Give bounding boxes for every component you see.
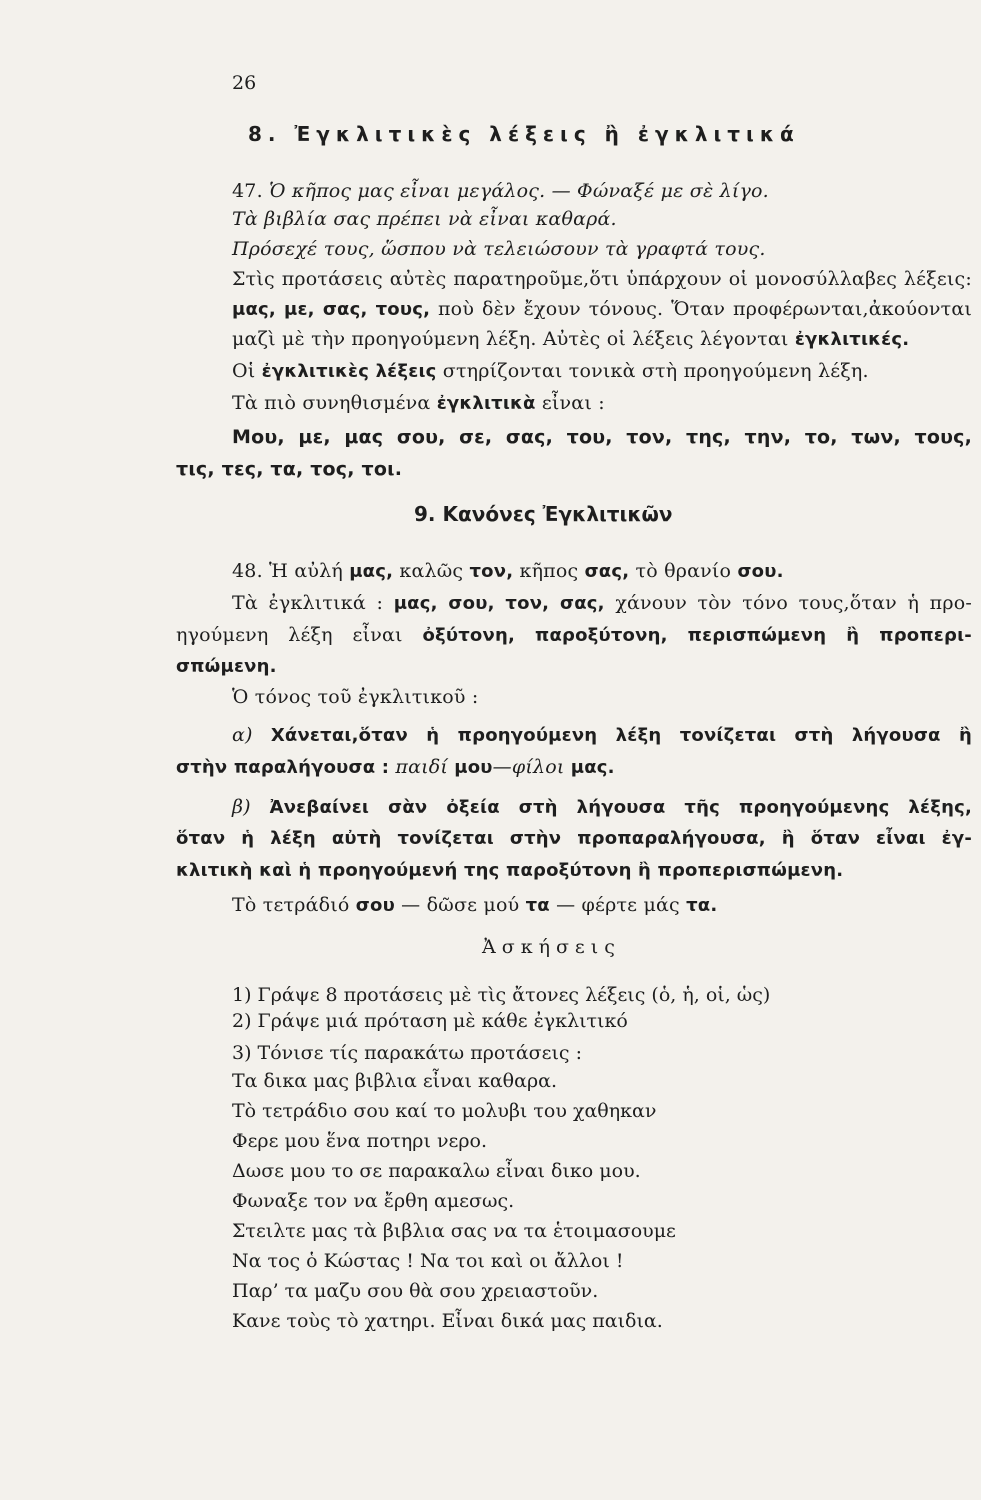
exercise-sentence: Φωναξε τον να ἔρθη αμεσως. bbox=[232, 1190, 515, 1212]
text-run: μαζὶ μὲ τὴν προηγούμενη λέξη. Αὐτὲς οἱ λέξεις λέγονται bbox=[232, 328, 795, 350]
bold-word: μας, bbox=[349, 561, 394, 582]
text-run: — δῶσε μού bbox=[394, 894, 526, 916]
rule-b-label: β) bbox=[232, 796, 251, 818]
text-run: εἶναι : bbox=[535, 392, 605, 414]
example: —φίλοι bbox=[492, 756, 571, 778]
rule-b-line-1 bbox=[232, 794, 972, 821]
para-47-line-8 bbox=[232, 390, 605, 417]
bold-word: τα bbox=[525, 895, 550, 916]
section-9-title: 9. Κανόνες Ἐγκλιτικῶν bbox=[414, 502, 673, 526]
bold-words: ὀξύτονη, παροξύτονη, περισπώμενη ἢ προπερι- bbox=[422, 625, 972, 646]
bold-word: σου bbox=[355, 895, 395, 916]
rule-a-label: α) bbox=[232, 724, 253, 746]
para-48-line-1 bbox=[232, 558, 784, 585]
para-48-line-5: Ὁ τόνος τοῦ ἐγκλιτικοῦ : bbox=[232, 686, 479, 708]
para-47-line-5 bbox=[232, 296, 972, 323]
exercise-sentence: Δωσε μου το σε παρακαλω εἶναι δικο μου. bbox=[232, 1160, 641, 1182]
section-8-title: 8. Ἐγκλιτικὲς λέξεις ἢ ἐγκλιτικά bbox=[248, 122, 800, 146]
bold-word: μας. bbox=[570, 757, 615, 778]
para-47-line-6 bbox=[232, 326, 909, 353]
text-run: Οἱ bbox=[232, 360, 262, 382]
rule-b-example bbox=[232, 892, 717, 919]
enclitic-list-line-1: Μου, με, μας σου, σε, σας, του, τον, της, την, το, των, τους, bbox=[232, 426, 972, 448]
exercise-sentence: Φερε μου ἕνα ποτηρι νερο. bbox=[232, 1130, 487, 1152]
text-run: κῆπος bbox=[513, 560, 585, 582]
para-48-line-3 bbox=[176, 622, 972, 649]
rule-b-text: Ἀνεβαίνει σὰν ὀξεία στὴ λήγουσα τῆς προηγούμενης λέξης, bbox=[269, 797, 972, 818]
exercise-sentence: Παρ’ τα μαζυ σου θὰ σου χρειαστοῦν. bbox=[232, 1280, 599, 1302]
text-run: Τὰ ἐγκλιτικά : bbox=[232, 592, 394, 614]
para-48-line-4: σπώμενη. bbox=[176, 656, 277, 677]
text-run: — φέρτε μάς bbox=[549, 894, 687, 916]
bold-word: μου bbox=[454, 757, 493, 778]
text-run: τὸ θρανίο bbox=[629, 560, 738, 582]
para-47-line-3: Πρόσεχέ τους, ὥσπου νὰ τελειώσουν τὰ γραφτά τους. bbox=[232, 238, 766, 260]
bold-words: μας, σου, τον, σας, bbox=[393, 593, 605, 614]
enclitic-list-line-2: τις, τες, τα, τος, τοι. bbox=[176, 458, 403, 480]
bold-words: στὴν παραλήγουσα : bbox=[176, 757, 390, 778]
exercise-item-2: 2) Γράψε μιά πρόταση μὲ κάθε ἐγκλιτικό bbox=[232, 1010, 628, 1032]
rule-a-line-2 bbox=[176, 754, 615, 781]
exercise-item-3: 3) Τόνισε τίς παρακάτω προτάσεις : bbox=[232, 1042, 582, 1064]
rule-a-line-1 bbox=[232, 722, 972, 749]
bold-words: μας, με, σας, τους, bbox=[232, 299, 431, 320]
para-47-line-1 bbox=[232, 178, 769, 204]
para-47-number: 47. bbox=[232, 180, 263, 202]
exercise-sentence: Να τος ὁ Κώστας ! Να τοι καὶ οι ἄλλοι ! bbox=[232, 1250, 624, 1272]
exercises-title: Ἀσκήσεις bbox=[482, 936, 621, 958]
example: παιδί bbox=[389, 756, 455, 778]
para-47-line-4: Στὶς προτάσεις αὐτὲς παρατηροῦμε,ὅτι ὑπάρχουν οἱ μονοσύλλαβες λέξεις: bbox=[232, 268, 972, 290]
bold-term: ἐγκλιτικὲς λέξεις bbox=[261, 361, 437, 382]
text-run: ποὺ δὲν ἔχουν τόνους. Ὅταν προφέρωνται,ἀκούονται bbox=[430, 298, 972, 320]
text-run: ηγούμενη λέξη εἶναι bbox=[176, 624, 423, 646]
text-run: 48. Ἡ αὐλή bbox=[232, 560, 350, 582]
bold-term: ἐγκλιτικὰ bbox=[436, 393, 536, 414]
rule-a-text: Χάνεται,ὅταν ἡ προηγούμενη λέξη τονίζεται στὴ λήγουσα ἢ bbox=[270, 725, 972, 746]
text-run: Τὸ τετράδιό bbox=[232, 894, 356, 916]
page-number: 26 bbox=[232, 72, 257, 94]
rule-b-line-3: κλιτικὴ καὶ ἡ προηγούμενή της παροξύτονη ἢ προπερισπώμενη. bbox=[176, 860, 844, 881]
bold-word: σου. bbox=[737, 561, 784, 582]
text-run: στηρίζονται τονικὰ στὴ προηγούμενη λέξη. bbox=[436, 360, 869, 382]
text-run: χάνουν τὸν τόνο τους,ὅταν ἡ προ- bbox=[604, 592, 972, 614]
para-47-line-7 bbox=[232, 358, 869, 385]
text-run: Τὰ πιὸ συνηθισμένα bbox=[232, 392, 437, 414]
exercise-sentence: Στειλτε μας τὰ βιβλια σας να τα ἑτοιμασουμε bbox=[232, 1220, 676, 1242]
bold-term: ἐγκλιτικές. bbox=[794, 329, 910, 350]
example-sentence: Ὁ κῆπος μας εἶναι μεγάλος. — Φώναξέ με σὲ λίγο. bbox=[269, 180, 769, 202]
exercise-sentence: Τὸ τετράδιο σου καί το μολυβι του χαθηκαν bbox=[232, 1100, 657, 1122]
para-47-line-2: Τὰ βιβλία σας πρέπει νὰ εἶναι καθαρά. bbox=[232, 208, 617, 230]
text-run: καλῶς bbox=[393, 560, 470, 582]
bold-word: σας, bbox=[584, 561, 630, 582]
rule-b-line-2: ὅταν ἡ λέξη αὐτὴ τονίζεται στὴν προπαραλήγουσα, ἢ ὅταν εἶναι ἐγ- bbox=[176, 828, 972, 849]
exercise-sentence: Τα δικα μας βιβλια εἶναι καθαρα. bbox=[232, 1070, 557, 1092]
exercise-item-1: 1) Γράψε 8 προτάσεις μὲ τὶς ἄτονες λέξεις (ὁ, ἡ, οἱ, ὡς) bbox=[232, 984, 771, 1006]
bold-word: τον, bbox=[469, 561, 514, 582]
exercise-sentence: Κανε τοὺς τὸ χατηρι. Εἶναι δικά μας παιδια. bbox=[232, 1310, 663, 1332]
bold-word: τα. bbox=[686, 895, 718, 916]
para-48-line-2 bbox=[232, 590, 972, 617]
